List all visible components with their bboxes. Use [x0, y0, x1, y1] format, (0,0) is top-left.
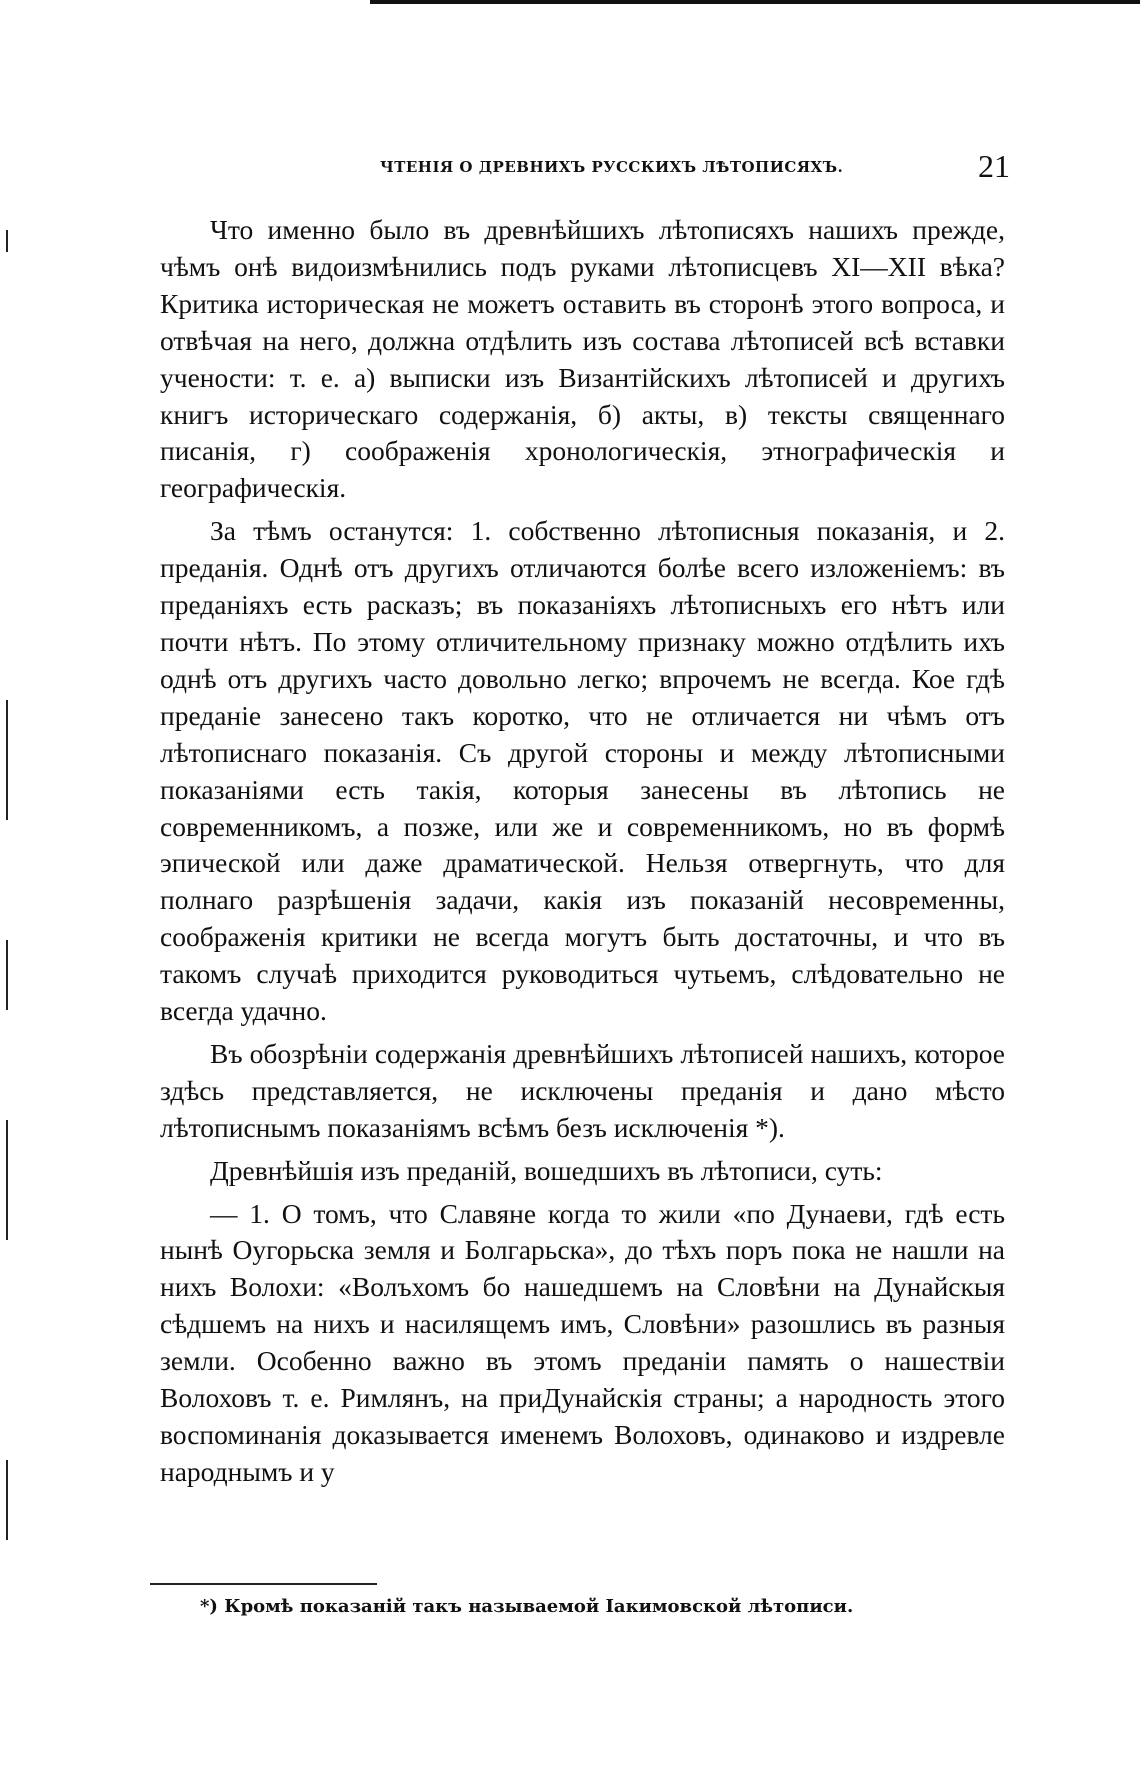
footnote: *) Кромѣ показаній такъ называемой Іакимовской лѣтописи.	[200, 1596, 854, 1617]
body-text	[160, 212, 1005, 1491]
margin-mark	[6, 230, 8, 252]
margin-mark	[6, 1120, 8, 1240]
paragraph: Въ обозрѣніи содержанія древнѣйшихъ лѣтописей нашихъ, которое здѣсь представляется, не исключены преданія и дано мѣсто лѣтописнымъ показаніямъ всѣмъ безъ исключенія *).	[160, 1037, 1005, 1143]
paragraph: Что именно было въ древнѣйшихъ лѣтописяхъ нашихъ прежде, чѣмъ онѣ видоизмѣнились подъ руками лѣтописцевъ XI—XII вѣка? Критика историческая не можетъ оставить въ сторонѣ этого вопроса, и отвѣчая на него, должна отдѣлить изъ состава лѣтописей всѣ вставки учености: т. е. а) выписки изъ Византійскихъ лѣтописей и другихъ книгъ историческаго содержанія, б) акты, в) тексты священнаго писанія, г) соображенія хронологическія, этнографическія и географическія.	[160, 214, 1005, 504]
paragraph: За тѣмъ останутся: 1. собственно лѣтописныя показанія, и 2. преданія. Однѣ отъ другихъ отличаются болѣе всего изложеніемъ: въ преданіяхъ есть расказъ; въ показаніяхъ лѣтописныхъ его нѣтъ или почти нѣтъ. По этому отличительному признаку можно отдѣлить ихъ однѣ отъ другихъ часто довольно легко; впрочемъ не всегда. Кое гдѣ преданіе занесено такъ коротко, что не отличается ни чѣмъ отъ лѣтописнаго показанія. Съ другой стороны и между лѣтописными показаніями есть такія, которыя занесены въ лѣтопись не современникомъ, а позже, или же и современникомъ, но въ формѣ эпической или даже драматической. Нельзя отвергнуть, что для полнаго разрѣшенія задачи, какія изъ показаній несовременны, соображенія критики не всегда могутъ быть достаточны, и что въ такомъ случаѣ приходится руководиться чутьемъ, слѣдовательно не всегда удачно.	[160, 515, 1005, 1027]
page-header	[140, 148, 1010, 188]
footnote-rule	[150, 1583, 377, 1585]
margin-mark	[6, 700, 8, 820]
margin-mark	[6, 940, 8, 1010]
margin-mark	[6, 1460, 8, 1540]
paragraph: Древнѣйшія изъ преданій, вошедшихъ въ лѣтописи, суть:	[210, 1154, 883, 1186]
page-number: 21	[978, 148, 1010, 184]
top-edge-rule	[370, 0, 1140, 4]
paragraph: — 1. О томъ, что Славяне когда то жили «по Дунаеви, гдѣ есть нынѣ Оугорьска земля и Болгарьска», до тѣхъ поръ пока не нашли на нихъ Волохи: «Волъхомъ бо нашедшемъ на Словѣни на Дунайскыя сѣдшемъ на нихъ и насилящемъ имъ, Словѣни» разошлись въ разныя земли. Особенно важно въ этомъ преданіи память о нашествіи Волоховъ т. е. Римлянъ, на приДунайскія страны; а народность этого воспоминанія доказывается именемъ Волоховъ, одинаково и издревле народнымъ и у	[160, 1197, 1005, 1487]
running-title: ЧТЕНІЯ О ДРЕВНИХЪ РУССКИХЪ ЛѢТОПИСЯХЪ.	[380, 158, 844, 176]
